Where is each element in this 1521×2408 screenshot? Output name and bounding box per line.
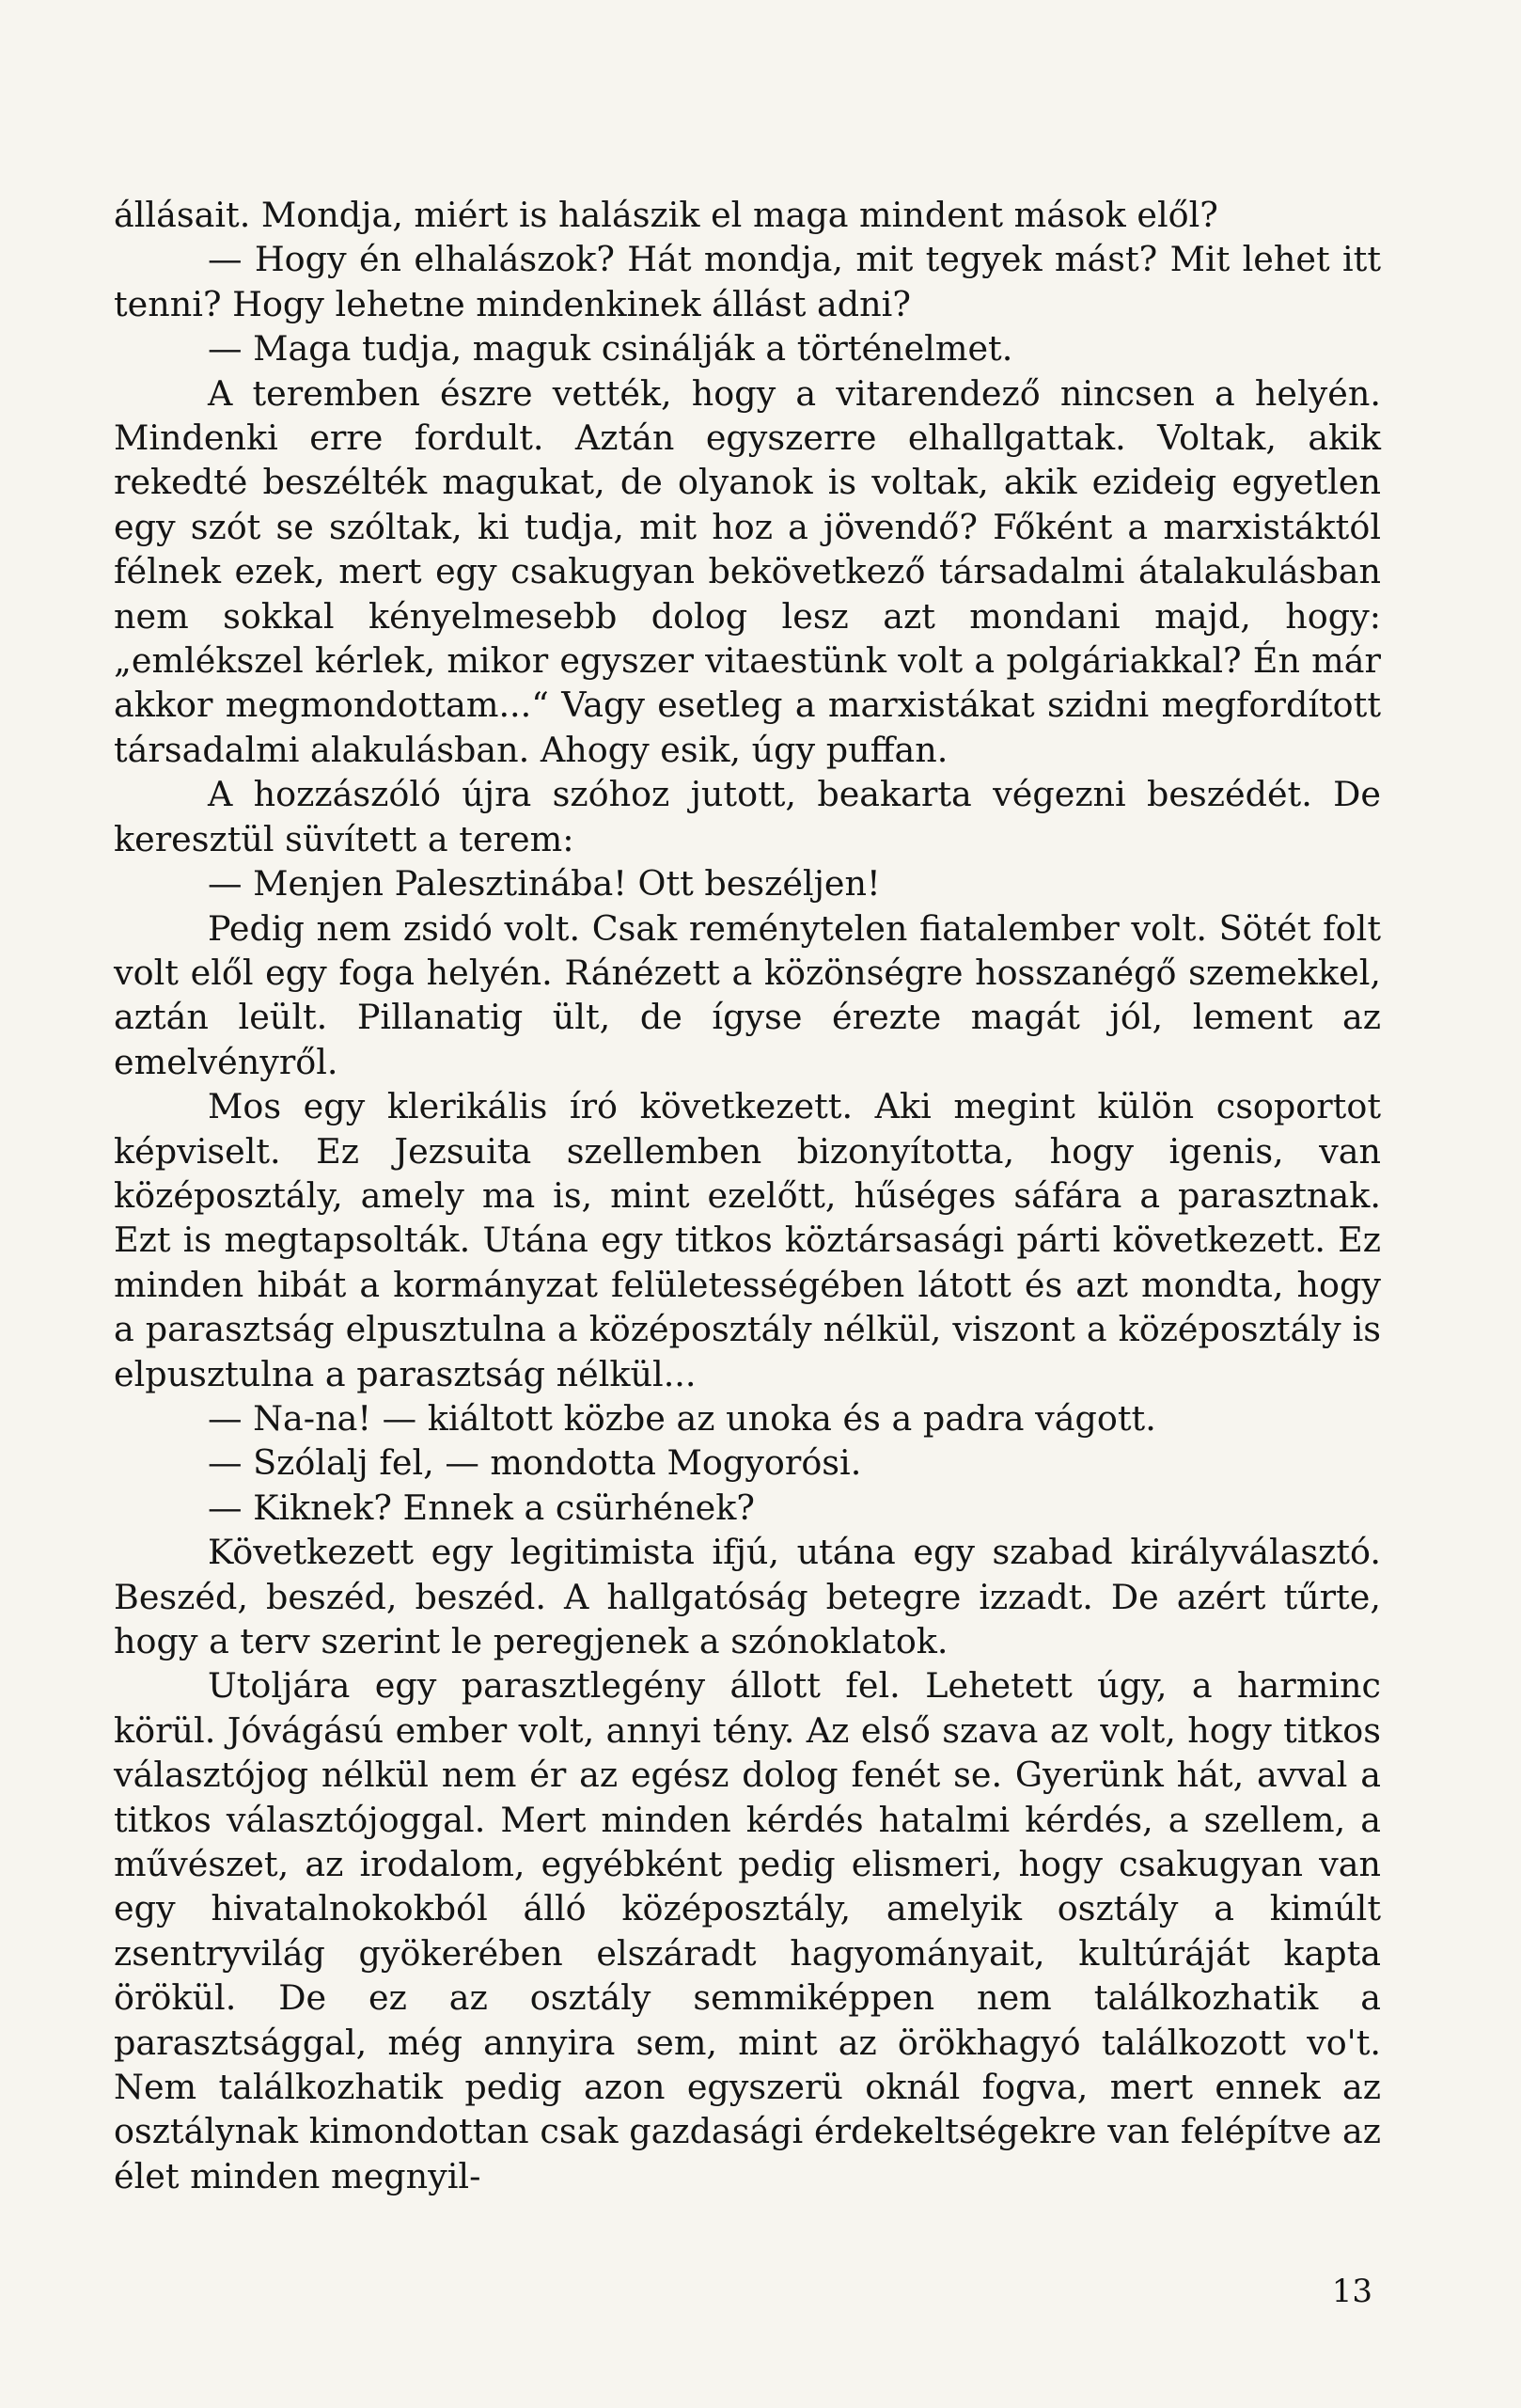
page-number: 13 [1331,2273,1372,2310]
paragraph-continuation: állásait. Mondja, miért is halászik el maga mindent mások elől? [114,195,1218,235]
paragraph: Pedig nem zsidó volt. Csak reménytelen fiatalember volt. Sötét folt volt elől egy foga helyén. Ránézett a közönségre hosszanégő szemekkel, aztán leült. Pillanatig ült, de ígyse érezte magát jól, lement az emelvényről. [114,907,1381,1082]
paragraph-dialogue: — Kiknek? Ennek a csürhének? [208,1487,755,1528]
paragraph-dialogue: — Hogy én elhalászok? Hát mondja, mit tegyek mást? Mit lehet itt tenni? Hogy lehetne mindenkinek állást adni? [114,239,1381,324]
paragraph: A hozzászóló újra szóhoz jutott, beakarta végezni beszédét. De keresztül süvített a terem: [114,774,1381,859]
paragraph-dialogue: — Menjen Palesztinába! Ott beszéljen! [208,863,881,905]
paragraph-dialogue: — Szólalj fel, — mondotta Mogyorósi. [208,1442,862,1484]
paragraph-dialogue: — Maga tudja, maguk csinálják a történelmet. [208,328,1013,370]
paragraph: Következett egy legitimista ifjú, utána egy szabad királyválasztó. Beszéd, beszéd, beszéd. A hallgatóság betegre izzadt. De azért tűrte, hogy a terv szerint le peregjenek a szónoklatok. [114,1532,1381,1661]
page-body-text [114,193,1381,2198]
paragraph: Utoljára egy parasztlegény állott fel. Lehetett úgy, a harminc körül. Jóvágású ember volt, annyi tény. Az első szava az volt, hogy titkos választójog nélkül nem ér az egész dolog fenét se. Gyerünk hát, avval a titkos választójoggal. Mert minden kérdés hatalmi kérdés, a szellem, a művészet, az irodalom, egyébként pedig elismeri, hogy csakugyan van egy hivatalnokokból álló középosztály, amelyik osztály a kimúlt zsentryvilág gyökerében elszáradt hagyományait, kultúráját kapta örökül. De ez az osztály semmiképpen nem találkozhatik a parasztsággal, még annyira sem, mint az örökhagyó találkozott vo't. Nem találkozhatik pedig azon egyszerü oknál fogva, mert ennek az osztálynak kimondottan csak gazdasági érdekeltségekre van felépítve az élet minden megnyil- [114,1665,1381,2196]
paragraph-dialogue: — Na-na! — kiáltott közbe az unoka és a padra vágott. [208,1397,1156,1439]
paragraph: Mos egy klerikális író következett. Aki megint külön csoportot képviselt. Ez Jezsuita szellemben bizonyította, hogy igenis, van középosztály, amely ma is, mint ezelőtt, hűséges sáfára a parasztnak. Ezt is megtapsolták. Utána egy titkos köztársasági párti következett. Ez minden hibát a kormányzat felületességében látott és azt mondta, hogy a parasztság elpusztulna a középosztály nélkül, viszont a középosztály is elpusztulna a parasztság nélkül... [114,1086,1381,1394]
paragraph: A teremben észre vették, hogy a vitarendező nincsen a helyén. Mindenki erre fordult. Aztán egyszerre elhallgattak. Voltak, akik rekedté beszélték magukat, de olyanok is voltak, akik ezideig egyetlen egy szót se szóltak, ki tudja, mit hoz a jövendő? Főként a marxistáktól félnek ezek, mert egy csakugyan bekövetkező társadalmi átalakulásban nem sokkal kényelmesebb dolog lesz azt mondani majd, hogy: „emlékszel kérlek, mikor egyszer vitaestünk volt a polgáriakkal? Én már akkor megmondottam...“ Vagy esetleg a marxistákat szidni megfordított társadalmi alakulásban. Ahogy esik, úgy puffan. [114,372,1381,770]
